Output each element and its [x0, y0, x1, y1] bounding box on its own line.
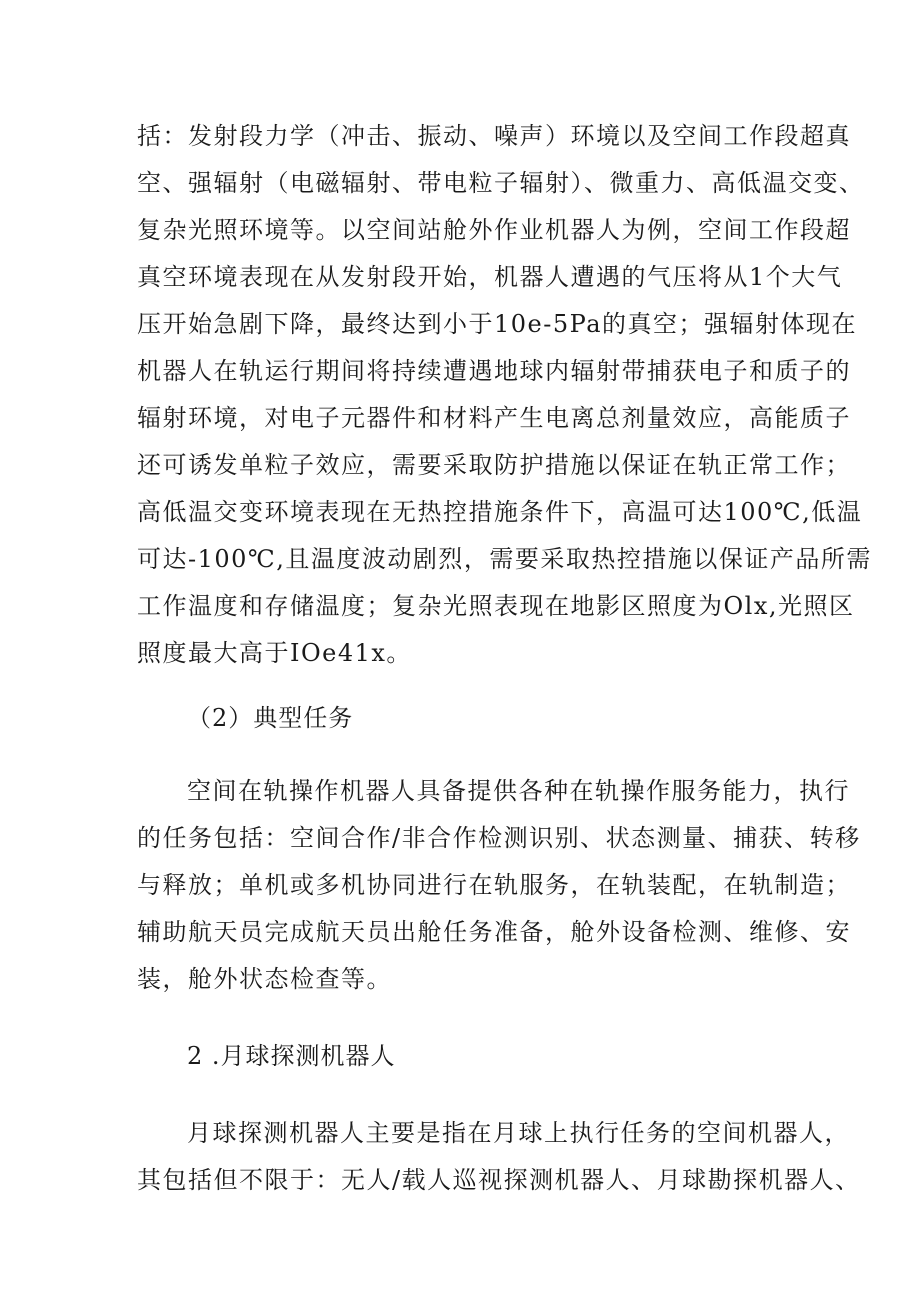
paragraph-2-line-5: 装，舱外状态检查等。: [137, 965, 392, 993]
paragraph-1-line-5: 压开始急剧下降，最终达到小于10e-5Pa的真空；强辐射体现在: [137, 310, 857, 338]
paragraph-1-line-11: 工作温度和存储温度；复杂光照表现在地影区照度为Olx,光照区: [137, 592, 855, 620]
paragraph-1-line-8: 还可诱发单粒子效应，需要采取防护措施以保证在轨正常工作；: [137, 451, 851, 479]
paragraph-3-line-2: 其包括但不限于：无人/载人巡视探测机器人、月球勘探机器人、: [137, 1166, 861, 1194]
paragraph-2-line-4: 辅助航天员完成航天员出舱任务准备，舱外设备检测、维修、安: [137, 918, 851, 946]
paragraph-1-line-12: 照度最大高于IOe41x。: [137, 639, 412, 667]
paragraph-1-line-6: 机器人在轨运行期间将持续遭遇地球内辐射带捕获电子和质子的: [137, 357, 851, 385]
section-heading-typical-tasks: （2）典型任务: [187, 704, 354, 732]
paragraph-1-line-2: 空、强辐射（电磁辐射、带电粒子辐射）、微重力、高低温交变、: [137, 169, 865, 197]
paragraph-1-line-4: 真空环境表现在从发射段开始，机器人遭遇的气压将从1个大气: [137, 263, 843, 291]
section-heading-lunar-robot: 2 .月球探测机器人: [187, 1042, 396, 1070]
paragraph-2-line-1: 空间在轨操作机器人具备提供各种在轨操作服务能力，执行: [187, 777, 850, 805]
paragraph-1-line-9: 高低温交变环境表现在无热控措施条件下，高温可达100℃,低温: [137, 498, 863, 526]
paragraph-3-line-1: 月球探测机器人主要是指在月球上执行任务的空间机器人，: [187, 1119, 850, 1147]
paragraph-1-line-1: 括：发射段力学（冲击、振动、噪声）环境以及空间工作段超真: [137, 122, 851, 150]
paragraph-2-line-2: 的任务包括：空间合作/非合作检测识别、状态测量、捕获、转移: [137, 824, 861, 852]
paragraph-1-line-7: 辐射环境，对电子元器件和材料产生电离总剂量效应，高能质子: [137, 404, 851, 432]
paragraph-1-line-3: 复杂光照环境等。以空间站舱外作业机器人为例，空间工作段超: [137, 216, 851, 244]
paragraph-1-line-10: 可达-100℃,且温度波动剧烈，需要采取热控措施以保证产品所需: [137, 545, 872, 573]
paragraph-2-line-3: 与释放；单机或多机协同进行在轨服务，在轨装配，在轨制造；: [137, 871, 851, 899]
